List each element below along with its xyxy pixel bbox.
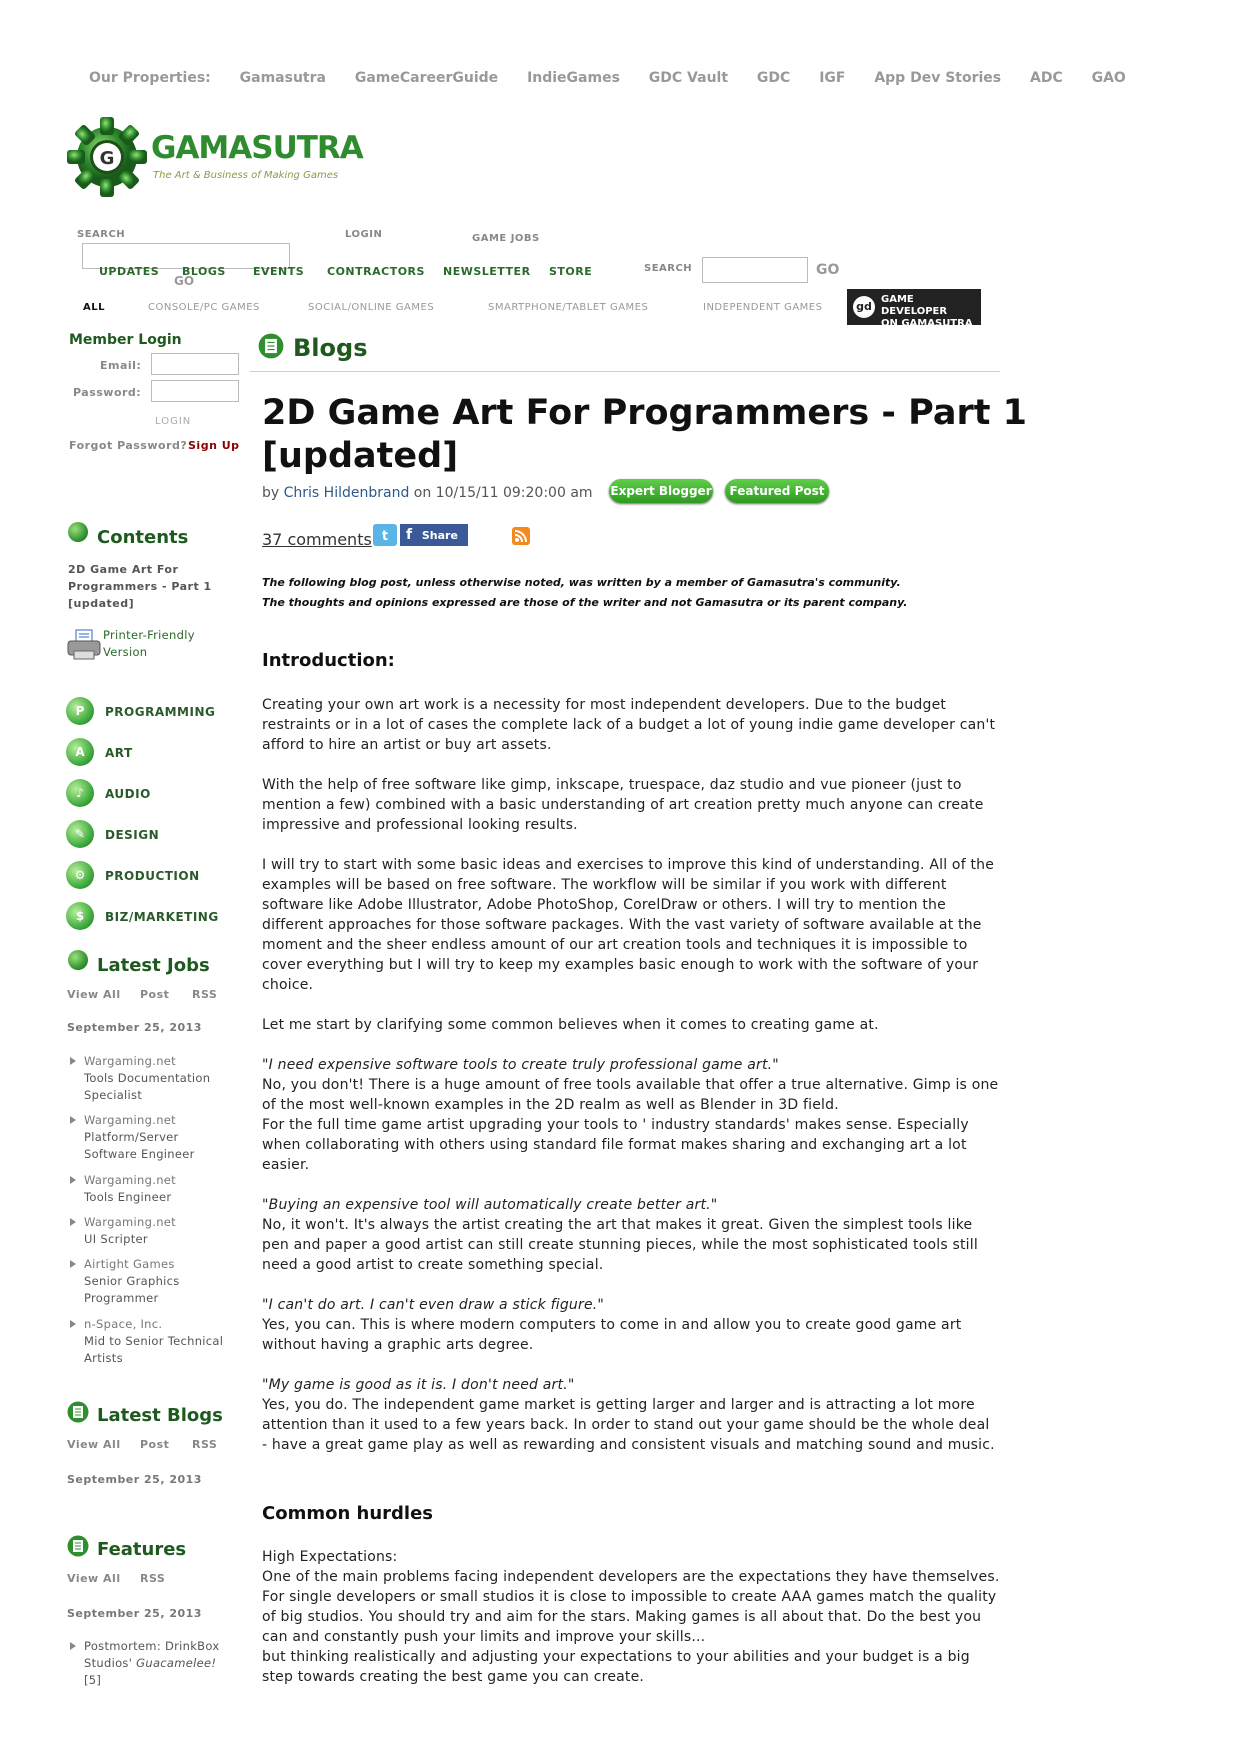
category-art[interactable]: ART [105, 746, 133, 760]
design-icon: ✎ [66, 820, 94, 848]
author-link[interactable]: Chris Hildenbrand [283, 485, 410, 501]
logo-tagline: The Art & Business of Making Games [153, 170, 339, 181]
email-field[interactable] [151, 353, 239, 375]
contents-heading: Contents [97, 527, 189, 548]
production-icon: ⚙ [66, 861, 94, 889]
gamasutra-logo[interactable] [65, 115, 363, 205]
signup-link[interactable]: Sign Up [188, 439, 240, 452]
property-link-gdc-vault[interactable]: GDC Vault [648, 70, 729, 86]
article-title-line2: [updated] [262, 436, 459, 476]
share-label: Share [421, 529, 458, 542]
password-label: Password: [73, 386, 142, 399]
paragraph-2: With the help of free software like gimp, inkscape, truespace, daz studio and vue pioneer (just to mention a few) combined with a basic understanding of art creation pretty much anyone can create impressive and professional looking results. [262, 777, 984, 833]
badge-line1: GAME DEVELOPER [881, 294, 948, 317]
job-item[interactable] [70, 1256, 234, 1307]
features-date: September 25, 2013 [67, 1607, 202, 1620]
blogs-date: September 25, 2013 [67, 1473, 202, 1486]
category-social-online[interactable]: SOCIAL/ONLINE GAMES [308, 302, 435, 313]
job-item[interactable] [70, 1112, 234, 1163]
category-all[interactable]: ALL [83, 302, 105, 313]
svg-text:G: G [99, 148, 115, 169]
paragraph-3: I will try to start with some basic ideas and exercises to improve this kind of understanding. All of the examples will be based on free software. The workflow will be similar if you work with different software like Adobe Illustrator, Adobe PhotoShop, CorelDraw or others. I will try to mention the different approaches for those software packages. With the vast variety of software available at the moment and the sheer endless amount of our art creation tools and techniques it is impossible to cover everything but I will try to keep my examples basic enough to work with the software of your choice. [262, 857, 995, 993]
job-company: Wargaming.net [84, 1173, 176, 1187]
section-divider [250, 371, 1000, 372]
job-company: Airtight Games [84, 1257, 175, 1271]
feature-prefix: Postmortem: DrinkBox Studios' [84, 1639, 220, 1670]
category-smartphone-tablet[interactable]: SMARTPHONE/TABLET GAMES [488, 302, 649, 313]
bullet-icon [70, 1176, 76, 1184]
hurdles-heading: Common hurdles [262, 1503, 434, 1524]
paragraph-1: Creating your own art work is a necessity for most independent developers. Due to the budget restraints or in a lot of cases the complete lack of a budget a lot of young indie game developer can't afford to hire an artist or buy art assets. [262, 697, 996, 753]
disclaimer [262, 573, 907, 613]
property-link-gamasutra[interactable]: Gamasutra [239, 70, 326, 86]
blogs-section-icon [258, 333, 284, 359]
job-item[interactable] [70, 1316, 234, 1367]
biz-marketing-icon: $ [66, 902, 94, 930]
nav-store[interactable]: STORE [549, 265, 593, 278]
jobs-view-all-link[interactable]: View All [67, 988, 121, 1001]
email-label: Email: [100, 359, 142, 372]
category-production[interactable]: PRODUCTION [105, 869, 200, 883]
latest-jobs-heading: Latest Jobs [97, 955, 210, 976]
job-item[interactable] [70, 1172, 234, 1206]
post-date: on 10/15/11 09:20:00 am [413, 485, 593, 501]
property-link-adc[interactable]: ADC [1030, 70, 1063, 86]
jobs-post-link[interactable]: Post [140, 988, 170, 1001]
properties-label: Our Properties: [89, 70, 211, 86]
printer-friendly-link[interactable]: Printer-Friendly Version [103, 628, 195, 659]
member-login-heading: Member Login [69, 332, 182, 348]
job-title: UI Scripter [84, 1232, 148, 1246]
bullet-icon [70, 1057, 76, 1065]
job-item[interactable] [70, 1053, 234, 1104]
paragraph-5: High Expectations: One of the main problems facing independent developers are the expectations they have themselves. For single developers or small studios it is close to impossible to create AAA games match the quality of big studios. You should try and aim for the stars. Making games is all about that. Do the best you can and constantly push your limits and improve your skills... but thinking realistically and adjusting your expectations to your abilities and your budget is a big step towards creating the best game you can create. [262, 1549, 1000, 1685]
audio-icon: ♪ [66, 779, 94, 807]
nav-events[interactable]: EVENTS [253, 265, 305, 278]
byline-prefix: by [262, 485, 280, 501]
art-icon: A [66, 738, 94, 766]
jobs-date: September 25, 2013 [67, 1021, 202, 1034]
bullet-icon [70, 1320, 76, 1328]
category-independent[interactable]: INDEPENDENT GAMES [703, 302, 823, 313]
programming-icon: P [66, 697, 94, 725]
feature-suffix: [5] [84, 1673, 102, 1687]
badge-line2: ON GAMASUTRA [881, 318, 973, 329]
login-link[interactable]: LOGIN [345, 229, 383, 240]
blogs-post-link[interactable]: Post [140, 1438, 170, 1451]
job-company: Wargaming.net [84, 1113, 176, 1127]
myth-block-2: "Buying an expensive tool will automatically create better art." No, it won't. It's always the artist creating the art that makes it great. Given the simplest tools like pen and paper a good artist can still create stunning pieces, while the most sophisticated tools still need a good artist to create something special. [262, 1197, 978, 1273]
job-title: Senior Graphics Programmer [84, 1274, 180, 1305]
property-link-app-dev-stories[interactable]: App Dev Stories [874, 70, 1002, 86]
latest-jobs-icon [68, 950, 88, 970]
game-jobs-link[interactable]: GAME JOBS [472, 233, 540, 244]
latest-blogs-icon [67, 1401, 89, 1423]
intro-heading: Introduction: [262, 650, 395, 671]
feature-italic-title: Guacamelee! [136, 1656, 217, 1670]
disclaimer-line1: The following blog post, unless otherwise noted, was written by a member of Gamasutra's community. [262, 576, 901, 589]
byline [262, 485, 593, 501]
blogs-rss-link[interactable]: RSS [192, 1438, 218, 1451]
contents-icon [68, 522, 88, 542]
category-console-pc[interactable]: CONSOLE/PC GAMES [148, 302, 260, 313]
features-view-all-link[interactable]: View All [67, 1572, 121, 1585]
category-audio[interactable]: AUDIO [105, 787, 151, 801]
featured-post-badge: Featured Post [725, 479, 829, 503]
nav-newsletter[interactable]: NEWSLETTER [443, 265, 531, 278]
facebook-icon: f [405, 527, 413, 543]
myth-block-1: "I need expensive software tools to create truly professional game art." No, you don't! There is a huge amount of free tools available that offer a true alternative. Gimp is one of the most well-known examples in the 2D realm as well as Blender in 3D field. For the full time game artist upgrading your tools to ' industry standards' makes sense. Especially when collaborating with others using standard file format makes sharing and exchanging art a lot easier. [262, 1057, 999, 1173]
expert-blogger-badge: Expert Blogger [609, 479, 713, 503]
facebook-share-button[interactable] [400, 524, 468, 546]
jobs-rss-link[interactable]: RSS [192, 988, 218, 1001]
paragraph-4: Let me start by clarifying some common believes when it comes to creating game at. [262, 1017, 879, 1033]
features-heading: Features [97, 1539, 187, 1560]
job-company: Wargaming.net [84, 1054, 176, 1068]
property-link-indiegames[interactable]: IndieGames [527, 70, 620, 86]
category-design[interactable]: DESIGN [105, 828, 160, 842]
svg-text:t: t [381, 529, 389, 544]
login-button[interactable]: LOGIN [155, 416, 192, 427]
nav-contractors[interactable]: CONTRACTORS [327, 265, 425, 278]
job-company: n-Space, Inc. [84, 1317, 163, 1331]
myth-block-4: "My game is good as it is. I don't need art." Yes, you do. The independent game market is getting larger and larger and is attracting a lot more attention than it used to a few years back. In order to stand out your game should be the whole deal - have a great game play as well as rewarding and consistent visuals and matching sound and music. [262, 1377, 995, 1453]
gd-logo-icon: gd [853, 296, 875, 318]
search2-go-button[interactable]: GO [816, 262, 840, 278]
nav-blogs[interactable]: BLOGS [182, 265, 226, 278]
bullet-icon [70, 1260, 76, 1268]
properties-nav [89, 70, 1150, 86]
article-title [262, 392, 1027, 478]
article-title-line1: 2D Game Art For Programmers - Part 1 [262, 393, 1027, 433]
property-link-gdc[interactable]: GDC [756, 70, 791, 86]
rss-icon[interactable] [512, 527, 530, 545]
property-link-igf[interactable]: IGF [819, 70, 846, 86]
blogs-view-all-link[interactable]: View All [67, 1438, 121, 1451]
contents-item[interactable]: 2D Game Art For Programmers - Part 1 [updated] [68, 563, 212, 610]
job-company: Wargaming.net [84, 1215, 176, 1229]
twitter-icon[interactable] [373, 524, 397, 546]
job-title: Tools Documentation Specialist [84, 1071, 211, 1102]
search2-input[interactable] [702, 257, 808, 283]
section-title: Blogs [293, 334, 368, 362]
category-programming[interactable]: PROGRAMMING [105, 705, 216, 719]
disclaimer-line2: The thoughts and opinions expressed are those of the writer and not Gamasutra or its parent company. [262, 596, 908, 609]
job-title: Mid to Senior Technical Artists [84, 1334, 224, 1365]
property-link-gao[interactable]: GAO [1091, 70, 1126, 86]
property-link-gamecareerguide[interactable]: GameCareerGuide [354, 70, 499, 86]
job-title: Tools Engineer [84, 1190, 172, 1204]
nav-updates[interactable]: UPDATES [99, 265, 160, 278]
category-biz-marketing[interactable]: BIZ/MARKETING [105, 910, 219, 924]
logo-wordmark: GAMASUTRA [151, 130, 363, 166]
feature-item[interactable] [70, 1638, 234, 1689]
features-icon [67, 1535, 89, 1557]
job-title: Platform/Server Software Engineer [84, 1130, 195, 1161]
search-go-button[interactable]: GO [174, 274, 195, 288]
forgot-password-link[interactable]: Forgot Password? [69, 439, 188, 452]
search2-label: SEARCH [644, 263, 693, 274]
printer-icon [66, 628, 104, 662]
gear-logo-icon [65, 115, 149, 199]
search-label: SEARCH [77, 229, 126, 240]
myth-block-3: "I can't do art. I can't even draw a stick figure." Yes, you can. This is where modern computers to come in and allow you to create good game art without having a graphic arts degree. [262, 1297, 962, 1353]
bullet-icon [70, 1218, 76, 1226]
features-rss-link[interactable]: RSS [140, 1572, 166, 1585]
comments-link[interactable]: 37 comments [262, 530, 372, 549]
game-developer-badge[interactable] [847, 289, 981, 329]
password-field[interactable] [151, 380, 239, 402]
job-item[interactable] [70, 1214, 234, 1248]
bullet-icon [70, 1116, 76, 1124]
latest-blogs-heading: Latest Blogs [97, 1405, 223, 1426]
bullet-icon [70, 1642, 76, 1650]
